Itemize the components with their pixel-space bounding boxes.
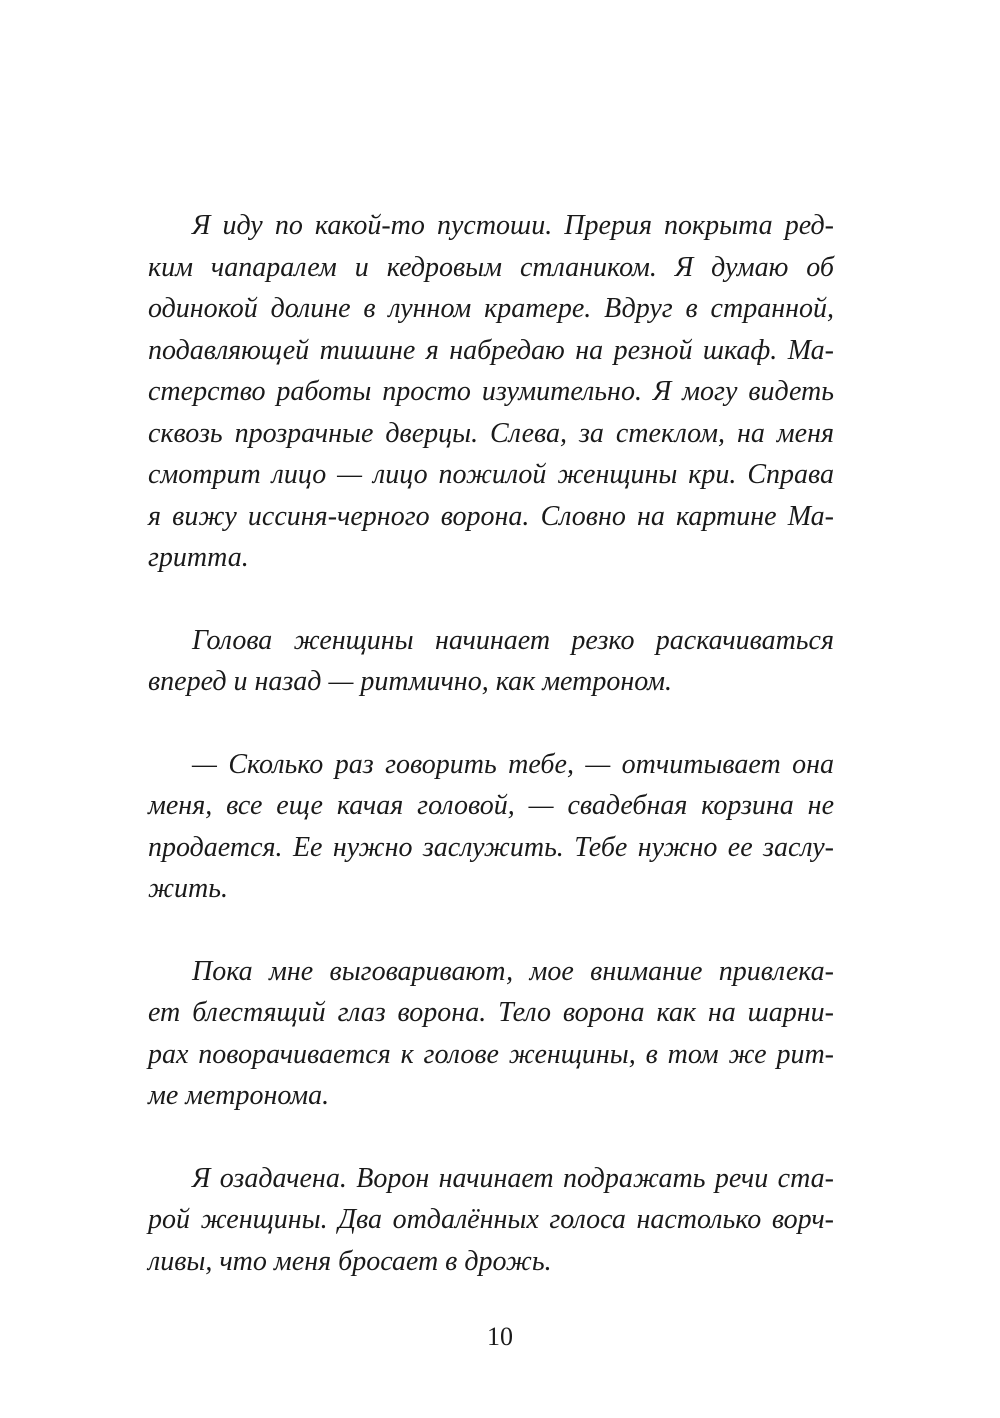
text-line: Пока мне выговаривают, мое внимание привлека- bbox=[192, 955, 834, 987]
text-line: одинокой долине в лунном кратере. Вдруг в странной, bbox=[148, 293, 834, 324]
text-line: Я иду по какой-то пустоши. Прерия покрыта ред- bbox=[192, 210, 834, 241]
paragraph-4 bbox=[148, 951, 834, 1117]
page-body bbox=[148, 205, 834, 1282]
paragraph-1 bbox=[148, 205, 834, 579]
text-line: продается. Ее нужно заслужить. Тебе нужно ее заслу- bbox=[148, 831, 834, 863]
text-line: рах поворачивается к голове женщины, в том же рит- bbox=[148, 1038, 834, 1070]
paragraph-5 bbox=[148, 1158, 834, 1283]
text-line: ким чапаралем и кедровым стлаником. Я думаю об bbox=[148, 251, 834, 283]
paragraph-3 bbox=[148, 744, 834, 910]
text-line: гритта. bbox=[148, 542, 249, 573]
text-line: рой женщины. Два отдалённых голоса настолько ворч- bbox=[148, 1204, 834, 1235]
text-line: меня, все еще качая головой, — свадебная корзина не bbox=[148, 790, 834, 821]
text-line: — Сколько раз говорить тебе, — отчитывает она bbox=[192, 748, 834, 780]
text-line: стерство работы просто изумительно. Я могу видеть bbox=[148, 376, 834, 407]
page-number: 10 bbox=[487, 1322, 513, 1351]
text-line: я вижу иссиня-черного ворона. Словно на картине Ма- bbox=[148, 500, 834, 532]
text-line: ме метронома. bbox=[148, 1080, 330, 1111]
text-line: смотрит лицо — лицо пожилой женщины кри. Справа bbox=[148, 459, 834, 490]
paragraph-2 bbox=[148, 620, 834, 703]
text-line: жить. bbox=[148, 873, 229, 904]
text-line: Голова женщины начинает резко раскачиваться bbox=[192, 624, 834, 656]
text-line: Я озадачена. Ворон начинает подражать речи ста- bbox=[192, 1162, 834, 1194]
text-line: сквозь прозрачные дверцы. Слева, за стеклом, на меня bbox=[148, 417, 834, 449]
text-line: ет блестящий глаз ворона. Тело ворона как на шарни- bbox=[148, 997, 834, 1028]
text-line: подавляющей тишине я набредаю на резной шкаф. Ма- bbox=[148, 334, 834, 366]
text-line: ливы, что меня бросает в дрожь. bbox=[148, 1245, 552, 1277]
text-line: вперед и назад — ритмично, как метроном. bbox=[148, 666, 673, 697]
